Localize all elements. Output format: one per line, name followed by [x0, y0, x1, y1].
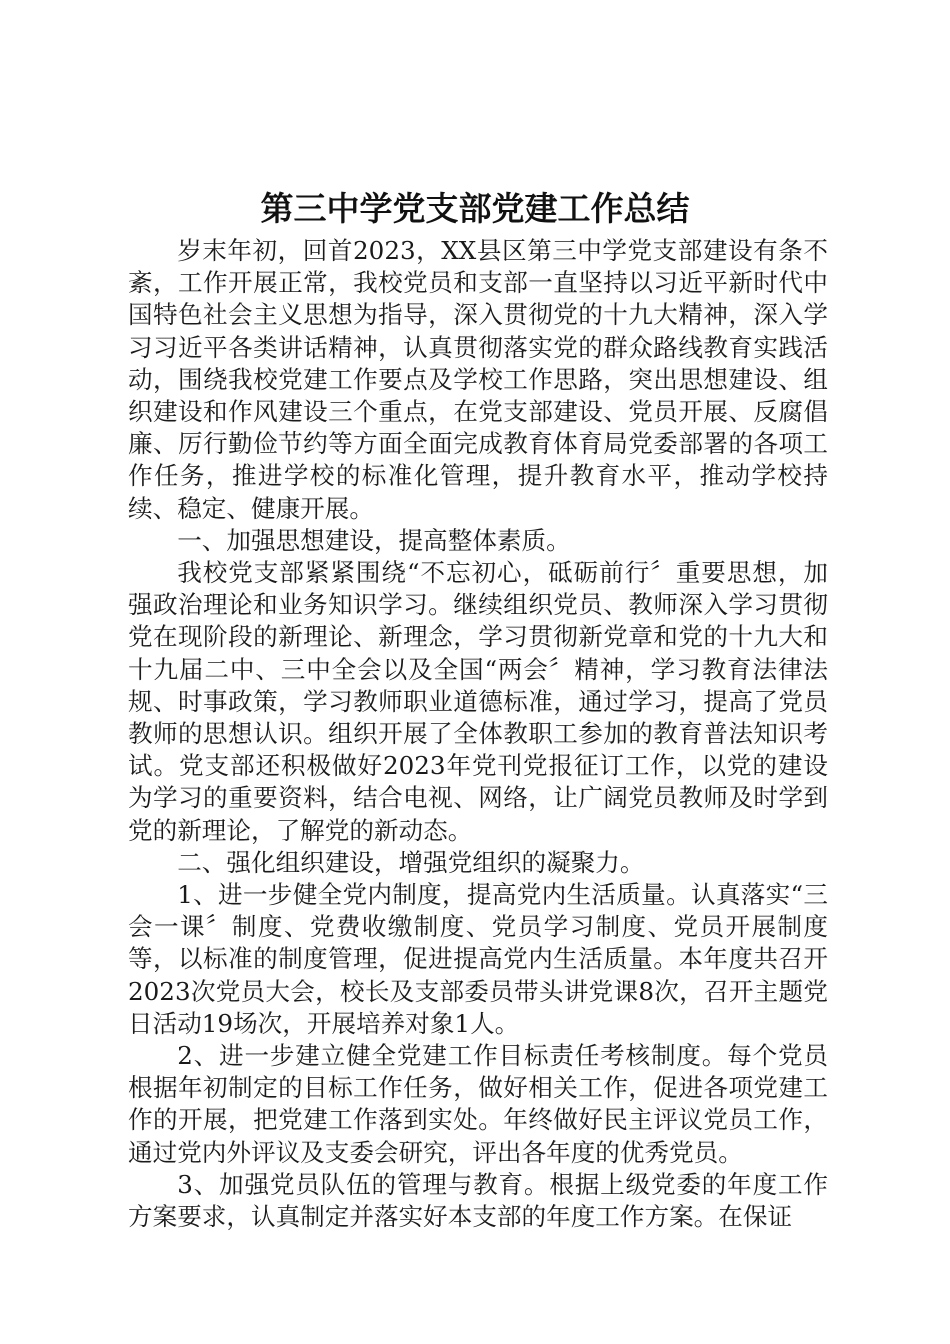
item-2-paragraph: 2、进一步建立健全党建工作目标责任考核制度。每个党员根据年初制定的目标工作任务，做好相关工作，促进各项党建工作的开展，把党建工作落到实处。年终做好民主评议党员工作，通过党内外评议及支委会研究，评出各年度的优秀党员。	[128, 1041, 828, 1167]
intro-paragraph: 岁末年初，回首2023，XX县区第三中学党支部建设有条不紊，工作开展正常，我校党员和支部一直坚持以习近平新时代中国特色社会主义思想为指导，深入贯彻党的十九大精神，深入学习习近平各类讲话精神，认真贯彻落实党的群众路线教育实践活动，围绕我校党建工作要点及学校工作思路，突出思想建设、组织建设和作风建设三个重点，在党支部建设、党员开展、反腐倡廉、厉行勤俭节约等方面全面完成教育体育局党委部署的各项工作任务，推进学校的标准化管理，提升教育水平，推动学校持续、稳定、健康开展。	[128, 236, 828, 523]
section-heading-2: 二、强化组织建设，增强党组织的凝聚力。	[177, 847, 645, 877]
section-1-paragraph: 我校党支部紧紧围绕“不忘初心，砥砺前行〞重要思想，加强政治理论和业务知识学习。继续组织党员、教师深入学习贯彻党在现阶段的新理论、新理念，学习贯彻新党章和党的十九大和十九届二中、三中全会以及全国“两会〞精神，学习教育法律法规、时事政策，学习教师职业道德标准，通过学习，提高了党员教师的思想认识。组织开展了全体教职工参加的教育普法知识考试。党支部还积极做好2023年党刊党报征订工作，以党的建设为学习的重要资料，结合电视、网络，让广阔党员教师及时学到党的新理论，了解党的新动态。	[128, 558, 828, 845]
item-1-paragraph: 1、进一步健全党内制度，提高党内生活质量。认真落实“三会一课〞制度、党费收缴制度、党员学习制度、党员开展制度等，以标准的制度管理，促进提高党内生活质量。本年度共召开2023次党员大会，校长及支部委员带头讲党课8次，召开主题党日活动19场次，开展培养对象1人。	[128, 880, 828, 1038]
document-body	[128, 235, 828, 1233]
document-title: 第三中学党支部党建工作总结	[260, 189, 690, 228]
section-heading-1: 一、加强思想建设，提高整体素质。	[177, 525, 571, 555]
item-3-paragraph: 3、加强党员队伍的管理与教育。根据上级党委的年度工作方案要求，认真制定并落实好本支部的年度工作方案。在保证	[128, 1169, 828, 1232]
